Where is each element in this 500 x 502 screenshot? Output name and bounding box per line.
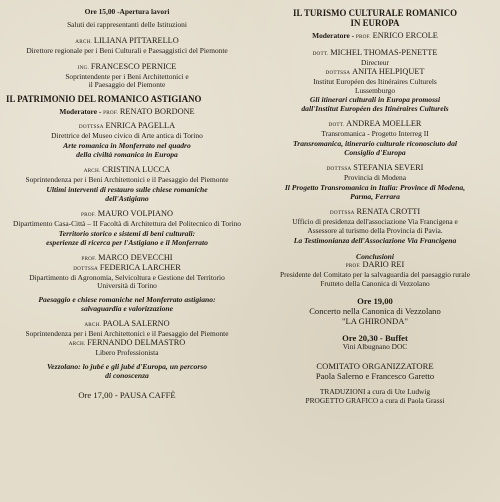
concert-time: Ore 19,00 — [357, 295, 393, 306]
speaker-title: DOTTSSA — [78, 124, 104, 131]
talk-title: dall'Institut Européen des Itinéraires Culturels — [301, 104, 449, 114]
speaker-role: Libero Professionista — [95, 348, 159, 358]
conclusions-heading: Conclusioni — [356, 251, 394, 261]
left-column — [6, 8, 248, 400]
speaker-role: il Paesaggio del Piemonte — [88, 80, 166, 90]
speaker-name: LILIANA PITTARELLO — [93, 35, 179, 45]
speaker-role: Direttore regionale per i Beni Culturali e Paesaggistici del Piemonte — [26, 45, 228, 55]
speaker-title: PROF. — [81, 255, 97, 262]
speaker-name: STEFANIA SEVERI — [353, 163, 424, 173]
speaker-title: DOTT. — [312, 50, 329, 57]
speaker-name: RENATA CROTTI — [356, 207, 421, 217]
speaker-role: Dipartimento Casa-Città – II Facoltà di Architettura del Politecnico di Torino — [13, 218, 241, 228]
speaker-title: ING. — [77, 64, 89, 71]
talk-title: salvaguardia e valorizzazione — [81, 304, 173, 314]
talk-title: esperienze di ricerca per l'Astigiano e il Monferrato — [46, 237, 208, 247]
buffet-time: Ore 20,30 - Buffet — [342, 332, 408, 343]
speaker-title: DOTTSSA — [329, 210, 355, 217]
speaker-name: FERNANDO DELMASTRO — [87, 338, 186, 348]
moderator — [6, 108, 248, 118]
speaker-title: ARCH. — [83, 168, 101, 175]
speaker-title: ARCH. — [84, 322, 102, 329]
speaker-title: PROF. — [345, 262, 361, 269]
committee-heading: COMITATO ORGANIZZATORE — [316, 361, 434, 372]
speaker-role: Assessore al turismo della Provincia di Pavia. — [307, 225, 443, 235]
speaker-role: Soprintendenza per i Beni Architettonici e il Paesaggio del Piemonte — [25, 174, 229, 184]
section-heading: IL PATRIMONIO DEL ROMANICO ASTIGIANO — [6, 94, 202, 105]
speaker-name: MICHEL THOMAS-PENETTE — [330, 47, 438, 57]
talk-title: della civiltà romanica in Europa — [76, 150, 178, 160]
moderator-name: ENRICO ERCOLE — [372, 31, 438, 40]
speaker-name: ENRICA PAGELLA — [105, 121, 176, 131]
graphics-credit: PROGETTO GRAFICO a cura di Paola Grassi — [305, 396, 445, 406]
moderator-title: PROF. — [355, 34, 371, 40]
speaker-title: ARCH. — [75, 38, 93, 45]
section-heading: IN EUROPA — [350, 18, 400, 28]
moderator — [254, 32, 496, 42]
moderator-label: Moderatore - — [59, 107, 102, 117]
speaker-name: FRANCESCO PERNICE — [90, 61, 177, 71]
moderator-name: RENATO BORDONE — [119, 107, 195, 117]
speaker-role: Directeur — [361, 57, 389, 67]
speaker-name: MARCO DEVECCHI — [98, 252, 173, 262]
speaker-title: DOTTSSA — [326, 166, 352, 173]
talk-title: La Testimonianza dell'Associazione Via Francigena — [293, 235, 457, 245]
speaker-title: DOTT. — [328, 122, 345, 129]
speaker-role: Presidente del Comitato per la salvaguardia del paesaggio rurale — [279, 269, 471, 279]
speaker-role: Lussemburgo — [354, 85, 396, 95]
talk-title: Paesaggio e chiese romaniche nel Monferrato astigiano: — [38, 295, 216, 305]
speaker-role: Soprintendente per i Beni Architettonici e — [65, 71, 189, 81]
speaker-role: Institut Européen des Itinéraires Culturels — [313, 76, 437, 86]
talk-title: Vezzolano: lo jubé e gli jubé d'Europa, un percorso — [46, 361, 208, 371]
greetings: Saluti dei rappresentanti delle Istituzioni — [67, 19, 187, 29]
speaker-title: DOTTSSA — [73, 265, 98, 272]
speaker — [6, 264, 248, 274]
translations-credit: TRADUZIONI a cura di Ute Ludwig — [319, 387, 431, 397]
talk-title: Territorio storico e sistemi di beni culturali: — [58, 228, 196, 238]
speaker-role: Università di Torino — [97, 281, 157, 291]
section-heading: IL TURISMO CULTURALE ROMANICO — [293, 8, 457, 18]
speaker-name: FEDERICA LARCHER — [99, 262, 181, 272]
concert-place: Concerto nella Canonica di Vezzolano — [309, 305, 441, 316]
talk-title: Il Progetto Transromanica in Italia: Province di Modena, — [284, 183, 466, 193]
speaker-name: ANDREA MOELLER — [346, 119, 422, 129]
speaker-role: Soprintendenza per i Beni Architettonici e il Paesaggio del Piemonte — [25, 329, 229, 339]
speaker-name: PAOLA SALERNO — [102, 319, 170, 329]
speaker-title: ARCH. — [68, 341, 86, 348]
talk-title: Transromanica, itinerario culturale riconosciuto dal — [292, 139, 458, 149]
right-column — [254, 8, 496, 406]
talk-title: di conoscenza — [105, 370, 149, 380]
moderator-title: PROF. — [103, 110, 119, 117]
speaker-title: DOTTSSA — [325, 69, 351, 76]
speaker-role: Frutteto della Canonica di Vezzolano — [320, 278, 430, 288]
talk-title: Arte romanica in Monferrato nel quadro — [63, 141, 191, 151]
committee-names: Paola Salerno e Francesco Garetto — [315, 371, 435, 382]
talk-title: Gli itinerari culturali in Europa promossi — [309, 95, 441, 105]
speaker-name: MAURO VOLPIANO — [97, 208, 173, 218]
speaker-role: Provincia di Modena — [344, 173, 406, 183]
talk-title: Parma, Ferrara — [350, 192, 400, 202]
coffee-break: Ore 17,00 - PAUSA CAFFÈ — [78, 389, 176, 400]
speaker-role: Ufficio di presidenza dell'associazione Via Francigena e — [292, 216, 458, 226]
speaker-role: Transromanica - Progetto Interreg II — [321, 129, 429, 139]
talk-title: dell'Astigiano — [105, 193, 149, 203]
speaker-name: ANITA HELPIQUET — [352, 66, 425, 76]
speaker-role: Direttrice del Museo civico di Arte antica di Torino — [51, 131, 203, 141]
speaker-role: Dipartimento di Agronomia, Selvicoltura e Gestione del Territorio — [29, 272, 225, 282]
moderator-label: Moderatore - — [312, 31, 355, 40]
speaker-name: DARIO REI — [362, 259, 405, 269]
opening-time: Ore 15,00 -Apertura lavori — [84, 7, 170, 16]
speaker-title: PROF. — [81, 211, 96, 218]
talk-title: Consiglio d'Europa — [344, 148, 406, 158]
speaker-name: CRISTINA LUCCA — [102, 165, 171, 175]
wines: Vini Albugnano DOC — [342, 341, 408, 351]
concert-name: "LA GHIRONDA" — [342, 315, 408, 326]
talk-title: Ultimi interventi di restauro sulle chiese romaniche — [46, 184, 208, 194]
